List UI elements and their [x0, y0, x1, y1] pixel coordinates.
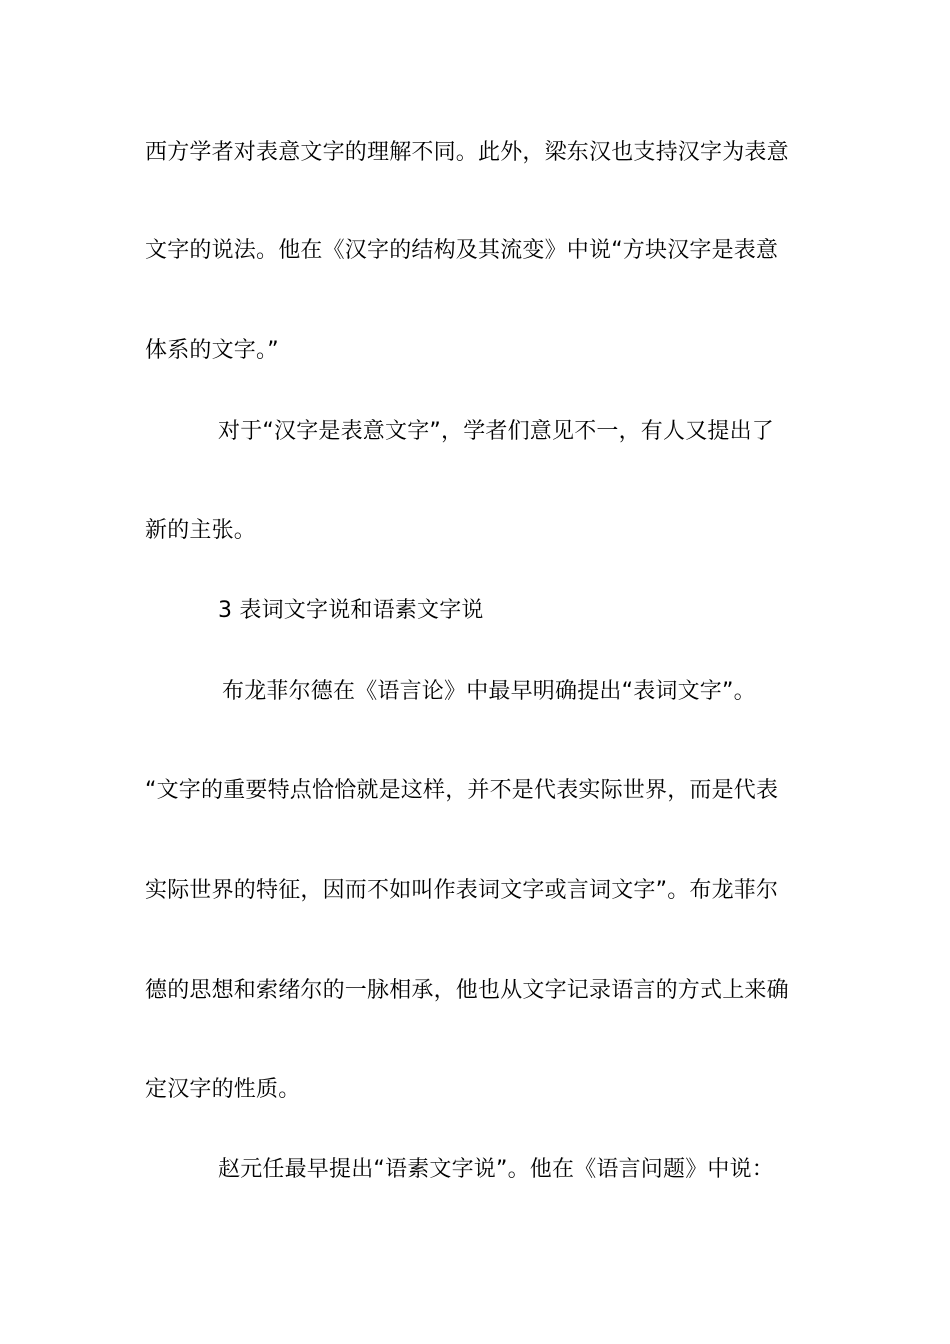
section-heading: 3 表词文字说和语素文字说 — [218, 598, 484, 623]
paragraph-line-7: “文字的重要特点恰恰就是这样，并不是代表实际世界，而是代表 — [145, 778, 779, 803]
paragraph-line-11: 赵元任最早提出“语素文字说”。他在《语言问题》中说： — [218, 1157, 774, 1182]
paragraph-line-1: 西方学者对表意文字的理解不同。此外，梁东汉也支持汉字为表意 — [145, 140, 789, 165]
paragraph-line-5: 新的主张。 — [145, 518, 257, 543]
paragraph-line-6: 布龙菲尔德在《语言论》中最早明确提出“表词文字”。 — [222, 679, 756, 704]
paragraph-line-8: 实际世界的特征，因而不如叫作表词文字或言词文字”。布龙菲尔 — [145, 878, 779, 903]
paragraph-line-3: 体系的文字。” — [145, 338, 279, 363]
paragraph-line-4: 对于“汉字是表意文字”，学者们意见不一，有人又提出了 — [218, 419, 774, 444]
paragraph-line-9: 德的思想和索绪尔的一脉相承，他也从文字记录语言的方式上来确 — [145, 978, 789, 1003]
paragraph-line-10: 定汉字的性质。 — [145, 1077, 301, 1102]
paragraph-line-2: 文字的说法。他在《汉字的结构及其流变》中说“方块汉字是表意 — [145, 238, 779, 263]
